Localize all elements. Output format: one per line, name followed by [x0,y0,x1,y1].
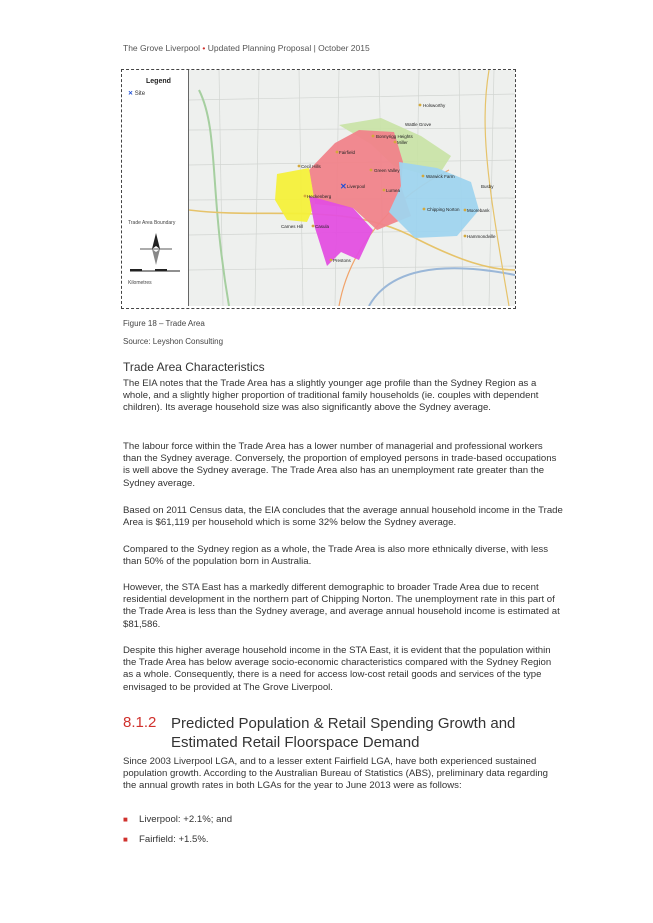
north-arrow-icon [128,227,184,277]
map-label: Warwick Farm [426,174,455,179]
map-label: Carnes Hill [281,224,304,229]
map-label: Prestons [333,258,351,263]
paragraph: Since 2003 Liverpool LGA, and to a lesser extent Fairfield LGA, have both experienced sustained population growth. According to the Australian Bureau of Statistics (ABS), preliminary data regarding the annual growth rates in both LGAs for the year to June 2013 were as follows: [123,756,549,792]
paragraph: The EIA notes that the Trade Area has a slightly younger age profile than the Sydney Region as a whole, and a slightly higher proportion of traditional family households (ie. couples with dependent children). Its average household size was also significantly above the Sydney average. [123,378,539,414]
bullet-text: Liverpool: +2.1%; and [139,814,233,825]
bullet-marker-icon: ■ [123,835,128,844]
figure-caption: Figure 18 – Trade Area [123,319,205,328]
subsection-title: Predicted Population & Retail Spending Growth and Estimated Retail Floorspace Demand [171,715,516,751]
map-label: Casula [315,224,330,229]
page-header [123,43,370,53]
map-label: Fairfield [339,150,356,155]
legend-site-label: Site [134,91,146,97]
map-label: Heckenberg [307,194,332,199]
header-separator: • [202,43,206,53]
legend-scale-block [128,220,184,287]
subsection-number: 8.1.2 [123,714,157,731]
map-label: Wattle Grove [405,122,432,127]
legend-scale-units: Kilometres [128,280,152,286]
site-marker-icon: ✕ [128,91,134,97]
paragraph: The labour force within the Trade Area has a lower number of managerial and professional workers than the Sydney average. Conversely, the proportion of employed persons in trade-based occupations is well above the Sydney average. The Trade Area also has an unemployment rate greater than the Sydney average. [123,441,557,489]
paragraph: Despite this higher average household income in the STA East, it is evident that the population within the Trade Area has below average socio-economic characteristics compared with the Sydney Region as a whole. Consequently, there is a need for access low-cost retail goods and services of the type envisaged to be provided at The Grove Liverpool. [123,645,552,693]
map-legend [122,70,189,306]
map-label: Chipping Norton [427,207,460,212]
header-right: Updated Planning Proposal | October 2015 [207,43,370,53]
section-heading: Trade Area Characteristics [123,360,265,374]
header-left: The Grove Liverpool [123,43,201,53]
map-label: Busby [481,184,494,189]
map-label: Miller [397,140,408,145]
trade-area-figure [121,69,516,309]
trade-area-map [189,70,515,306]
site-marker: ✕ [340,182,347,191]
legend-scale-text: Trade Area Boundary [128,220,176,226]
bullet-text: Fairfield: +1.5%. [139,834,209,845]
figure-source: Source: Leyshon Consulting [123,337,224,346]
paragraph: However, the STA East has a markedly different demographic to broader Trade Area due to recent residential development in the northern part of Chipping Norton. The unemployment rate in this part of the Trade Area is less than the Sydney average, and average annual household income is estimated at $81,586. [123,582,560,630]
paragraph: Based on 2011 Census data, the EIA concludes that the average annual household income in the Trade Area is $61,119 per household which is some 32% below the Sydney average. [123,505,563,529]
map-label: Moorebank [467,208,490,213]
map-label: Lurnea [386,188,401,193]
map-label: Hammondville [467,234,496,239]
legend-title: Legend [146,78,171,85]
paragraph: Compared to the Sydney region as a whole, the Trade Area is also more ethnically diverse, with less than 50% of the population born in Australia. [123,544,549,568]
map-label: Holsworthy [423,103,446,108]
legend-site-entry [128,90,145,97]
map-label: Liverpool [347,184,366,189]
bullet-marker-icon: ■ [123,815,128,824]
map-label: Cecil Hills [301,164,321,169]
map-label: Green Valley [374,168,400,173]
map-label: Bonnyrigg Heights [376,134,413,139]
